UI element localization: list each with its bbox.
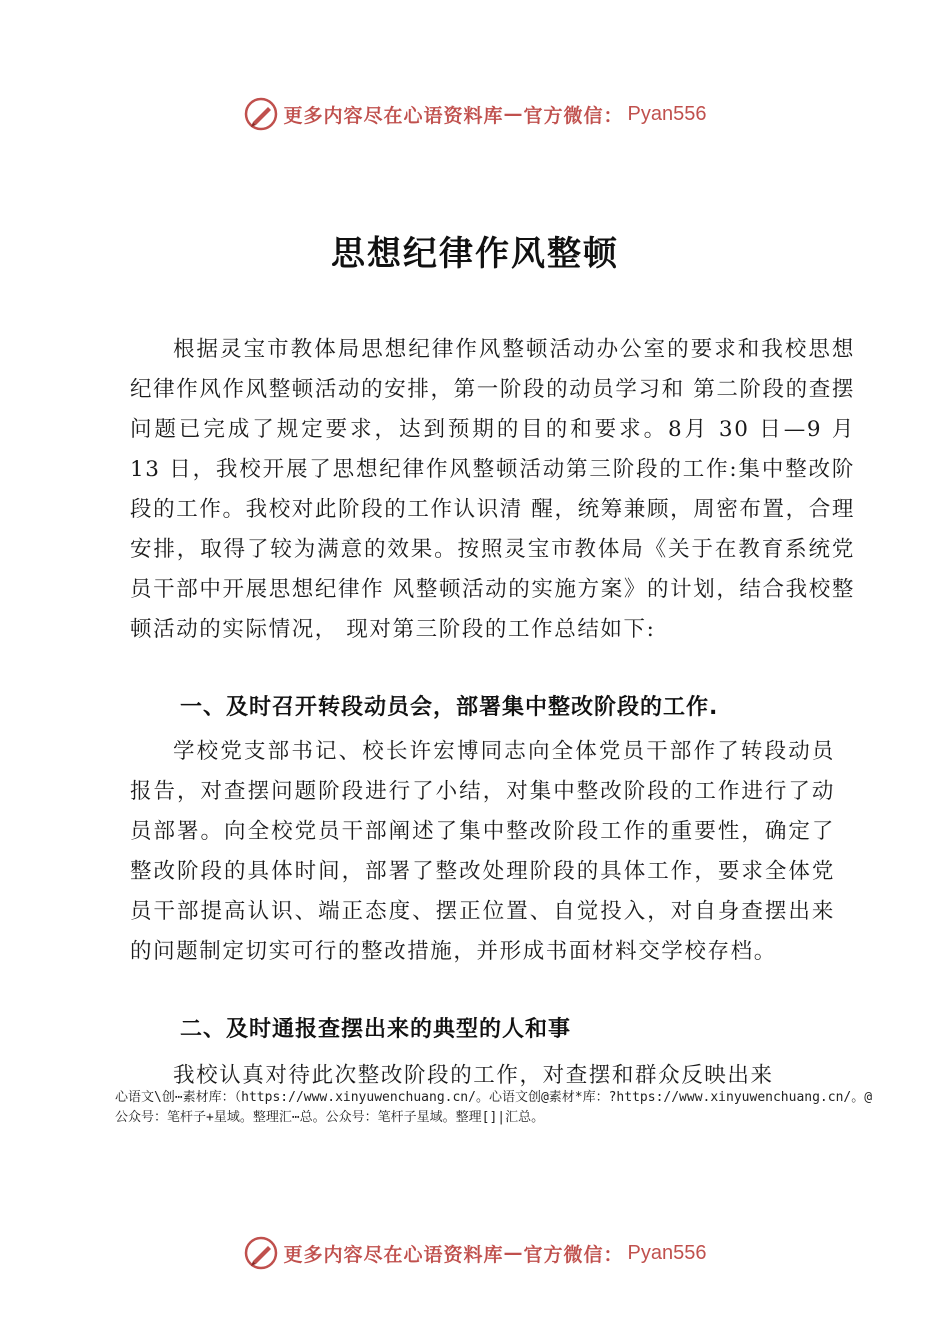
banner-text: 更多内容尽在心语资料库 — [283, 1243, 504, 1266]
footer-banner — [0, 1233, 950, 1273]
banner-separator: — — [503, 1242, 524, 1264]
banner-wechat-id: Pyan556 — [627, 1241, 707, 1264]
banner-wechat-label: 官方微信： — [523, 1243, 624, 1266]
footnote-watermark-text: 心语文\创⋯素材库：（https://www.xinyuwenchuang.cn/。心语文创@素材*库：?https://www.xinyuwenchuang.cn/。@公众号：笔杆子+星域。整理汇⋯总。公众号：笔杆子星域。整理[]|汇总。 — [115, 1090, 873, 1125]
banner-separator: — — [503, 103, 524, 125]
banner-wechat-label: 官方微信： — [523, 104, 624, 127]
banner-text: 更多内容尽在心语资料库 — [283, 104, 504, 127]
header-banner — [0, 94, 950, 134]
pen-logo-icon — [244, 1236, 278, 1270]
paragraph-section-2: 我校认真对待此次整改阶段的工作，对查摆和群众反映出来 — [173, 1063, 774, 1088]
banner-wechat-id: Pyan556 — [627, 102, 707, 125]
paragraph-section-1: 学校党支部书记、校长许宏博同志向全体党员干部作了转段动员报告，对查摆问题阶段进行了小结，对集中整改阶段的工作进行了动员部署。向全校党员干部阐述了集中整改阶段工作的重要性，确定了整改阶段的具体时间，部署了整改处理阶段的具体工作，要求全体党员干部提高认识、端正态度、摆正位置、自觉投入，对自身查摆出来的问题制定切实可行的整改措施，并形成书面材料交学校存档。 — [130, 739, 835, 964]
document-title: 思想纪律作风整顿 — [331, 234, 619, 274]
section-heading-1: 一、及时召开转段动员会，部署集中整改阶段的工作. — [180, 695, 719, 720]
section-heading-2: 二、及时通报查摆出来的典型的人和事 — [180, 1017, 572, 1042]
paragraph-intro: 根据灵宝市教体局思想纪律作风整顿活动办公室的要求和我校思想纪律作风作风整顿活动的安排，第一阶段的动员学习和 第二阶段的查摆问题已完成了规定要求，达到预期的目的和要求。8月 30 日—9 月 13 日，我校开展了思想纪律作风整顿活动第三阶段的工作:集中整改阶段的工作。我校对此阶段的工作认识清 醒，统筹兼顾，周密布置，合理安排，取得了较为满意的效果。按照灵宝市教体局《关于在教育系统党员干部中开展思想纪律作 风整顿活动的实施方案》的计划，结合我校整顿活动的实际情况， 现对第三阶段的工作总结如下: — [130, 337, 855, 642]
pen-logo-icon — [244, 97, 278, 131]
